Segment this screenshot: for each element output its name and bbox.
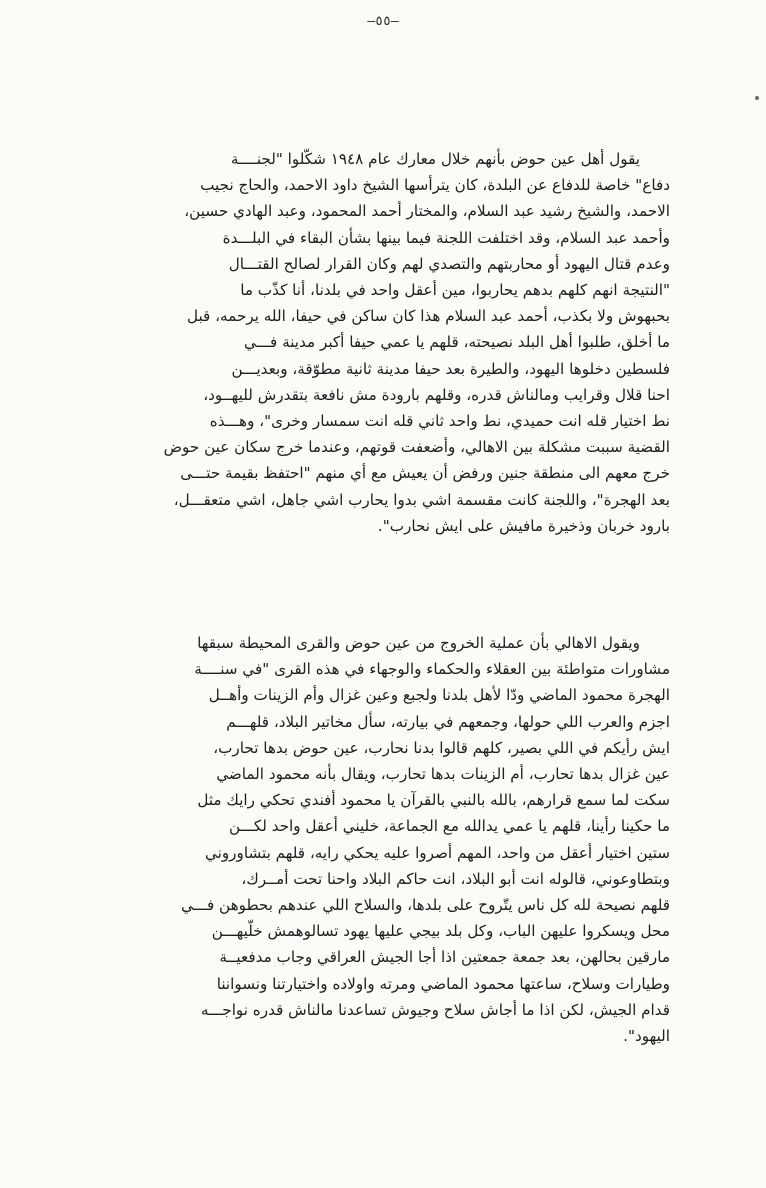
text-line: يقول أهل عين حوض بأنهم خلال معارك عام ١٩٤٨ شكّلوا "لجنــــة	[230, 150, 640, 168]
text-line: بارود خربان وذخيرة مافيش على ايش نحارب".	[377, 516, 670, 535]
text-line: دفاع" خاصة للدفاع عن البلدة، كان يترأسها الشيخ داود الاحمد، والحاج نجيب	[200, 176, 670, 195]
text-line: وأحمد عبد السلام، وقد اختلفت اللجنة فيما بينها بشأن البقاء في البلـــدة	[222, 228, 670, 247]
paragraph-1	[120, 146, 670, 539]
text-line: احنا قلال وقرايب ومالناش قدره، وقلهم بارودة مش نافعة بتقدرش لليهــود،	[203, 385, 670, 404]
text-line: سكت لما سمع قرارهم، بالله بالنبي بالقرآن يا محمود أفندي تحكي رايك مثل	[197, 791, 670, 810]
page-number: —٥٥—	[367, 14, 399, 29]
text-line: الاحمد، والشيخ رشيد عبد السلام، والمختار أحمد المحمود، وعبد الهادي حسين،	[184, 202, 670, 221]
text-line: نط اختيار قله انت حميدي، نط واحد ثاني قله انت سمسار وخرى"، وهـــذه	[209, 412, 670, 431]
text-line: محل ويسكروا عليهن الباب، وكل بلد بيجي عليها يهود تسالوهمش خلّيهـــن	[211, 922, 670, 941]
text-line: الهجرة محمود الماضي ودّا لأهل بلدنا ولجبع وعين غزال وأم الزينات وأهــل	[208, 686, 670, 705]
text-line: وعدم قتال اليهود أو محاربتهم والتصدي لهم وكان القرار لصالح القتـــال	[228, 254, 670, 273]
text-line: ما أخلق، طلبوا أهل البلد نصيحته، قلهم يا عمي حيفا أكبر مدينة فـــي	[243, 333, 670, 352]
text-line: ستين اختيار أعقل من واحد، المهم أصروا عليه يحكي رايه، قلهم بتشاوروني	[204, 843, 670, 862]
text-line: اليهود".	[623, 1027, 670, 1046]
paragraph-2	[120, 630, 670, 1049]
text-line: اجزم والعرب اللي حولها، وجمعهم في بيارته، سأل مخاتير البلاد، قلهـــم	[226, 712, 670, 731]
text-line: بحبهوش ولا بكذب، أحمد عبد السلام هذا كان ساكن في حيفا، الله يرحمه، قبل	[186, 307, 670, 326]
text-line: وبتطاوعوني، قالوله انت أبو البلاد، انت حاكم البلاد واحنا تحت أمــرك،	[241, 869, 670, 888]
text-line: فلسطين دخلوها اليهود، والطيرة بعد حيفا مدينة ثانية مطوّقة، وبعديـــن	[231, 359, 670, 378]
text-line: ما حكينا رأينا، قلهم يا عمي يدالله مع الجماعة، خليني أعقل واحد لكـــن	[228, 817, 670, 836]
text-line: قلهم نصيحة لله كل ناس يتّروح على بلدها، والسلاح اللي عندهم بحطوهن فـــي	[180, 896, 670, 915]
text-line: مشاورات متواطئة بين العقلاء والحكماء والوجهاء في هذه القرى "في سنــــة	[194, 660, 670, 679]
text-line: بعد الهجرة"، واللجنة كانت مقسمة اشي بدوا يحارب اشي جاهل، اشي متعقـــل،	[173, 490, 670, 509]
text-line: خرج معهم الى منطقة جنين ورفض أن يعيش مع أي منهم "احتفظ بقيمة حتـــى	[180, 464, 670, 483]
text-line: مارقين بحالهن، بعد جمعة جمعتين اذا أجا الجيش العراقي وجاب مدفعيــة	[219, 948, 670, 967]
text-line: القضية سببت مشكلة بين الاهالي، وأضعفت قوتهم، وعندما خرج سكان عين حوض	[163, 438, 670, 457]
text-line: وطيارات وسلاح، ساعتها محمود الماضي ومرته واولاده واختيارتنا ونسواننا	[216, 974, 670, 993]
text-line: قدام الجيش، لكن اذا ما أجاش سلاح وجيوش تساعدنا مالناش قدره نواجـــه	[200, 1000, 670, 1019]
text-line: "النتيجة انهم كلهم بدهم يحاربوا، مين أعقل واحد في بلدنا، أنا كذّب ما	[240, 281, 670, 300]
text-line: ويقول الاهالي بأن عملية الخروج من عين حوض والقرى المحيطة سبقها	[197, 634, 640, 652]
text-line: عين غزال بدها تحارب، أم الزينات بدها تحارب، ويقال بأنه محمود الماضي	[216, 765, 670, 784]
text-line: ايش رأيكم في اللي بصير، كلهم قالوا بدنا نحارب، عين حوض بدها تحارب،	[213, 738, 670, 757]
scan-speck	[755, 96, 759, 100]
